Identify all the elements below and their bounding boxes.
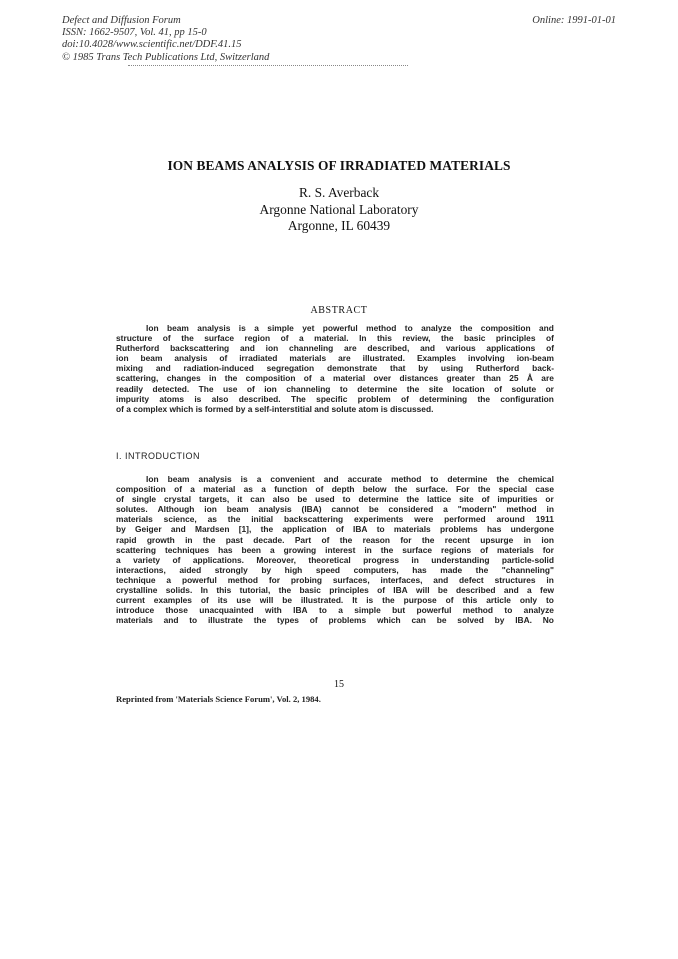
abstract-line: of a complex which is formed by a self-interstitial and solute atom is discussed. — [116, 403, 434, 414]
doi-line: doi:10.4028/www.scientific.net/DDF.41.15 — [62, 39, 242, 51]
intro-line: by Geiger and Mardsen [1], the application of IBA to materials problems has undergone — [116, 524, 554, 535]
abstract-line: ion beam analysis of irradiated materials are illustrated. Examples involving ion-beam — [116, 353, 554, 364]
intro-line: materials science, as the initial backscattering experiments were performed around 1911 — [116, 514, 554, 525]
online-date: Online: 1991-01-01 — [532, 15, 616, 26]
author-block — [0, 185, 678, 235]
abstract-line: impurity atoms is also described. The specific problem of determining the configuration — [116, 393, 554, 404]
author-location: Argonne, IL 60439 — [287, 218, 391, 233]
paper-title: ION BEAMS ANALYSIS OF IRRADIATED MATERIALS — [167, 158, 511, 173]
journal-name: Defect and Diffusion Forum — [62, 15, 181, 26]
journal-header — [62, 15, 269, 64]
intro-line: rapid growth in the past decade. Part of the reason for the recent upsurge in ion — [116, 534, 554, 545]
abstract-line: Rutherford backscattering and ion channeling are described, and various applications of — [116, 343, 554, 354]
reprint-note: Reprinted from 'Materials Science Forum', Vol. 2, 1984. — [116, 694, 321, 704]
copyright-line: © 1985 Trans Tech Publications Ltd, Switzerland — [62, 51, 270, 63]
abstract-line: readily detected. The use of ion channeling to determine the site location of solute or — [116, 383, 554, 394]
abstract-line: mixing and radiation-induced segregation demonstrate that by using Rutherford back- — [116, 363, 554, 374]
abstract-line: structure of the surface region of a material. In this review, the basic principles of — [116, 333, 554, 344]
scan-artifact-line — [128, 65, 408, 66]
introduction-heading: I. INTRODUCTION — [116, 451, 200, 461]
intro-line: introduce those unacquainted with IBA to a simple but powerful method to analyze — [116, 605, 554, 616]
abstract-line: Ion beam analysis is a simple yet powerful method to analyze the composition and — [146, 323, 554, 333]
abstract-line: scattering, changes in the composition of a material over distances greater than 25 Å are — [116, 373, 554, 384]
intro-line: solutes. Although ion beam analysis (IBA) cannot be considered a "modern" method in — [116, 504, 554, 515]
intro-line: interactions, aided strongly by high speed computers, has made the "channeling" — [116, 564, 554, 575]
intro-line: a variety of applications. Moreover, theoretical progress in understanding particle-solid — [116, 554, 554, 565]
introduction-body — [116, 474, 554, 625]
author-affiliation: Argonne National Laboratory — [259, 201, 419, 217]
abstract-heading: ABSTRACT — [310, 305, 368, 316]
intro-line: crystalline solids. In this tutorial, the basic principles of IBA will be described and a few — [116, 585, 554, 596]
issn-line: ISSN: 1662-9507, Vol. 41, pp 15-0 — [62, 27, 207, 39]
intro-line: current examples of its use will be illustrated. It is the purpose of this article only to — [116, 595, 554, 606]
intro-line: scattering techniques has been a growing interest in the surface regions of materials for — [116, 544, 554, 555]
author-name: R. S. Averback — [298, 185, 380, 200]
abstract-body — [116, 323, 554, 414]
intro-line: technique a powerful method for probing surfaces, interfaces, and defect structures in — [116, 574, 554, 585]
intro-line: of single crystal targets, it can also be used to determine the lattice site of impurities or — [116, 494, 554, 505]
intro-line: composition of a material as a function of depth below the surface. For the special case — [116, 484, 554, 495]
intro-line: materials and to illustrate the types of problems which can be solved by IBA. No — [116, 615, 554, 626]
page-number: 15 — [334, 679, 344, 690]
intro-line: Ion beam analysis is a convenient and accurate method to determine the chemical — [146, 474, 554, 484]
